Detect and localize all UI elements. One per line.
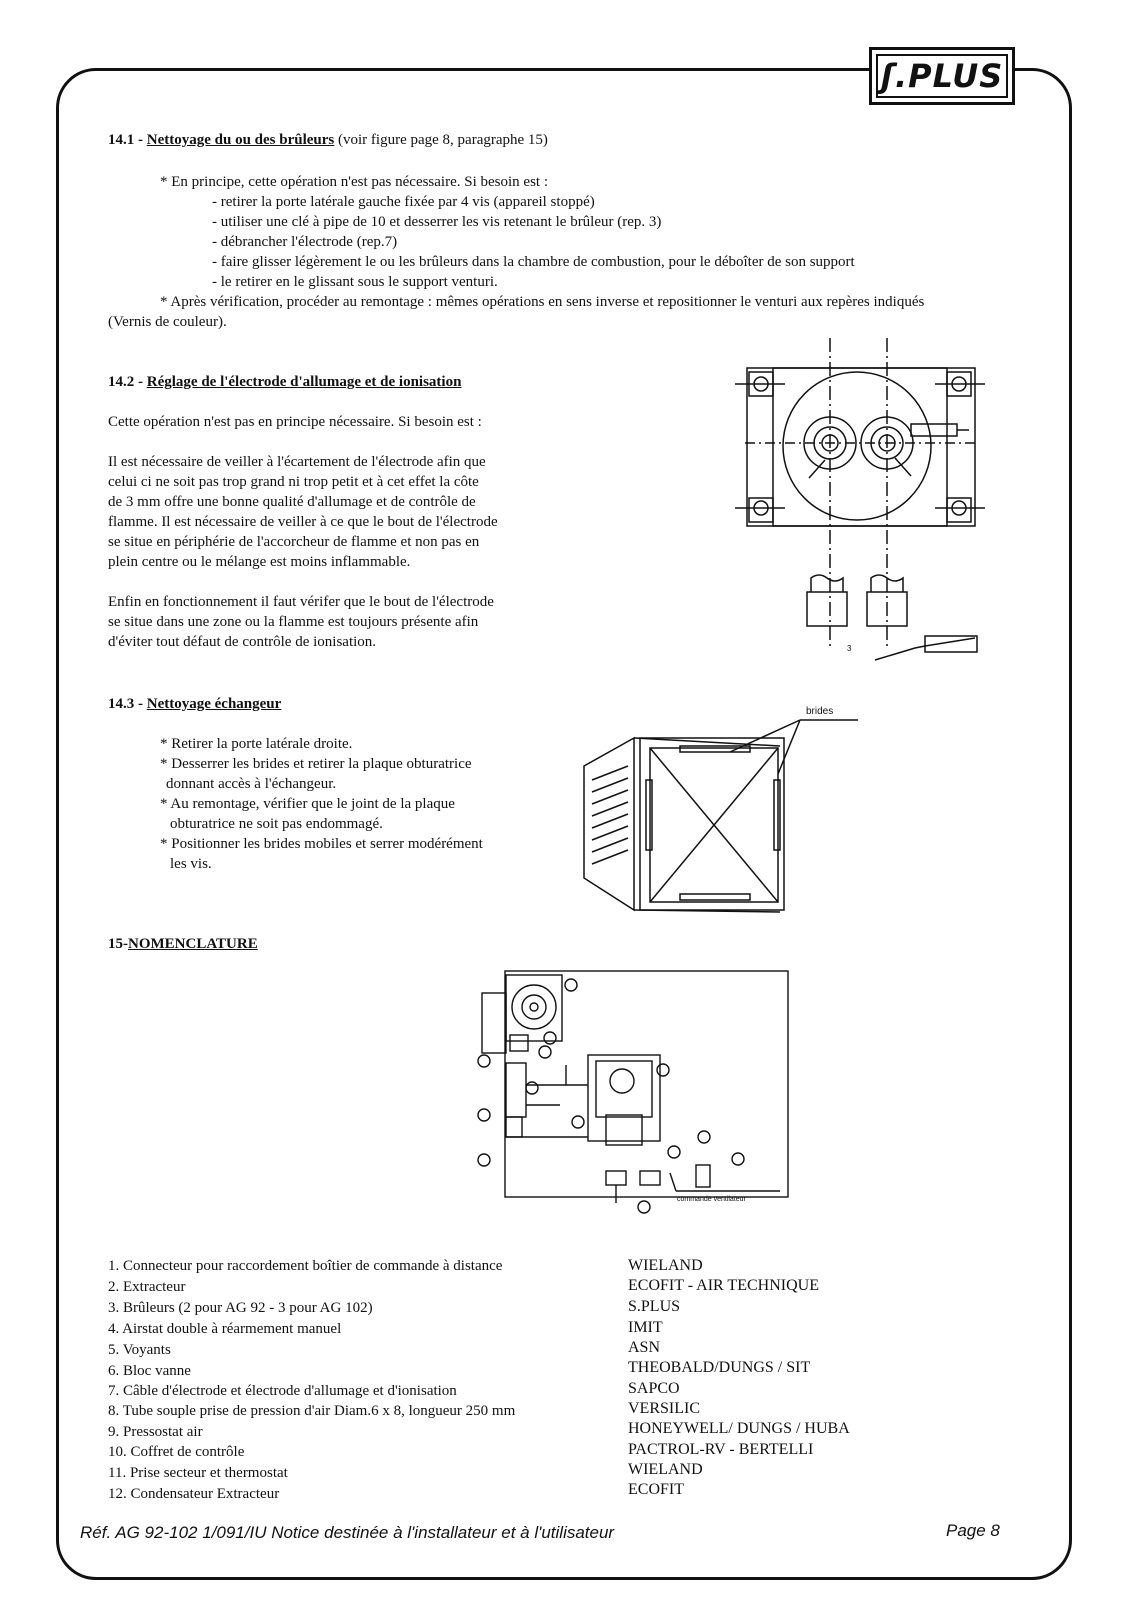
nomenclature-brand: ECOFIT xyxy=(628,1481,684,1498)
nomenclature-item: 5. Voyants xyxy=(108,1342,171,1358)
s141-step: - débrancher l'électrode (rep.7) xyxy=(212,234,398,250)
s142-line: plein centre ou le mélange est moins inflammable. xyxy=(108,554,411,570)
electrode-figure xyxy=(735,338,985,678)
nomenclature-brand: IMIT xyxy=(628,1319,663,1336)
nomenclature-brand: WIELAND xyxy=(628,1257,703,1274)
nomenclature-item: 12. Condensateur Extracteur xyxy=(108,1486,280,1502)
splus-logo xyxy=(869,47,1015,105)
s142-line: se situe dans une zone ou la flamme est toujours présente afin xyxy=(108,614,479,630)
s143-item: donnant accès à l'échangeur. xyxy=(166,776,337,792)
s141-after: (Vernis de couleur). xyxy=(108,314,227,330)
nomenclature-brand: PACTROL-RV - BERTELLI xyxy=(628,1441,814,1458)
s141-step: - faire glisser légèrement le ou les brûleurs dans la chambre de combustion, pour le déboîter de son support xyxy=(212,254,855,270)
nomenclature-item: 3. Brûleurs (2 pour AG 92 - 3 pour AG 102) xyxy=(108,1300,373,1316)
footer-page-number: Page 8 xyxy=(946,1521,1000,1540)
s143-item: * Positionner les brides mobiles et serrer modérément xyxy=(160,836,483,852)
s142-line: flamme. Il est nécessaire de veiller à ce que le bout de l'électrode xyxy=(108,514,498,530)
s142-p1: Cette opération n'est pas en principe nécessaire. Si besoin est : xyxy=(108,414,482,430)
nomenclature-brand: ASN xyxy=(628,1339,661,1356)
s143-item: * Au remontage, vérifier que le joint de la plaque xyxy=(160,796,455,812)
nomenclature-brand: WIELAND xyxy=(628,1461,703,1478)
footer-reference: Réf. AG 92-102 1/091/IU Notice destinée à l'installateur et à l'utilisateur xyxy=(80,1523,615,1542)
exchanger-figure xyxy=(580,700,870,920)
brides-label: brides xyxy=(806,706,834,717)
s141-step: - retirer la porte latérale gauche fixée par 4 vis (appareil stoppé) xyxy=(212,194,595,210)
s143-item: * Desserrer les brides et retirer la plaque obturatrice xyxy=(160,756,472,772)
nomenclature-item: 6. Bloc vanne xyxy=(108,1363,191,1379)
nomenclature-item: 4. Airstat double à réarmement manuel xyxy=(108,1321,342,1337)
s141-step: - utiliser une clé à pipe de 10 et desserrer les vis retenant le brûleur (rep. 3) xyxy=(212,214,662,230)
nomenclature-diagram xyxy=(470,965,800,1220)
s142-line: Il est nécessaire de veiller à l'écartement de l'électrode afin que xyxy=(108,454,486,470)
nomenclature-item: 1. Connecteur pour raccordement boîtier de commande à distance xyxy=(108,1258,503,1274)
heading-14-2: 14.2 - Réglage de l'électrode d'allumage et de ionisation xyxy=(108,374,462,390)
s142-line: se situe en périphérie de l'accorcheur de flamme et non pas en xyxy=(108,534,480,550)
s142-line: de 3 mm offre une bonne qualité d'allumage et de contrôle de xyxy=(108,494,476,510)
commande-label: commande ventilateur xyxy=(677,1196,746,1203)
nomenclature-item: 7. Câble d'électrode et électrode d'allumage et d'ionisation xyxy=(108,1383,457,1399)
nomenclature-item: 10. Coffret de contrôle xyxy=(108,1444,245,1460)
s141-step: - le retirer en le glissant sous le support venturi. xyxy=(212,274,498,290)
nomenclature-item: 2. Extracteur xyxy=(108,1279,186,1295)
nomenclature-item: 9. Pressostat air xyxy=(108,1424,203,1440)
s142-line: celui ci ne soit pas trop grand ni trop petit et à cet effet la côte xyxy=(108,474,479,490)
nomenclature-brand: THEOBALD/DUNGS / SIT xyxy=(628,1359,811,1376)
nomenclature-brand: ECOFIT - AIR TECHNIQUE xyxy=(628,1277,819,1294)
nomenclature-item: 11. Prise secteur et thermostat xyxy=(108,1465,288,1481)
nomenclature-brand: HONEYWELL/ DUNGS / HUBA xyxy=(628,1420,850,1437)
nomenclature-brand: VERSILIC xyxy=(628,1400,700,1417)
heading-15: 15-NOMENCLATURE xyxy=(108,936,258,952)
s143-item: les vis. xyxy=(170,856,212,872)
s142-line: d'éviter tout défaut de contrôle de ionisation. xyxy=(108,634,377,650)
logo-text: ʃ.PLUS xyxy=(876,54,1008,98)
s143-item: obturatrice ne soit pas endommagé. xyxy=(170,816,383,832)
nomenclature-item: 8. Tube souple prise de pression d'air Diam.6 x 8, longueur 250 mm xyxy=(108,1403,516,1419)
marker-labels xyxy=(478,979,744,1213)
heading-14-3: 14.3 - Nettoyage échangeur xyxy=(108,696,282,712)
s141-intro: * En principe, cette opération n'est pas nécessaire. Si besoin est : xyxy=(160,174,549,190)
s142-line: Enfin en fonctionnement il faut vérifer que le bout de l'électrode xyxy=(108,594,494,610)
nomenclature-brand: S.PLUS xyxy=(628,1298,681,1315)
nomenclature-brand: SAPCO xyxy=(628,1380,680,1397)
s141-after: * Après vérification, procéder au remontage : mêmes opérations en sens inverse et repositionner le venturi aux repères indiqués xyxy=(160,294,925,310)
heading-14-1: 14.1 - Nettoyage du ou des brûleurs (voir figure page 8, paragraphe 15) xyxy=(108,132,548,148)
electrode-gap-label: 3 xyxy=(847,644,852,653)
s143-item: * Retirer la porte latérale droite. xyxy=(160,736,353,752)
